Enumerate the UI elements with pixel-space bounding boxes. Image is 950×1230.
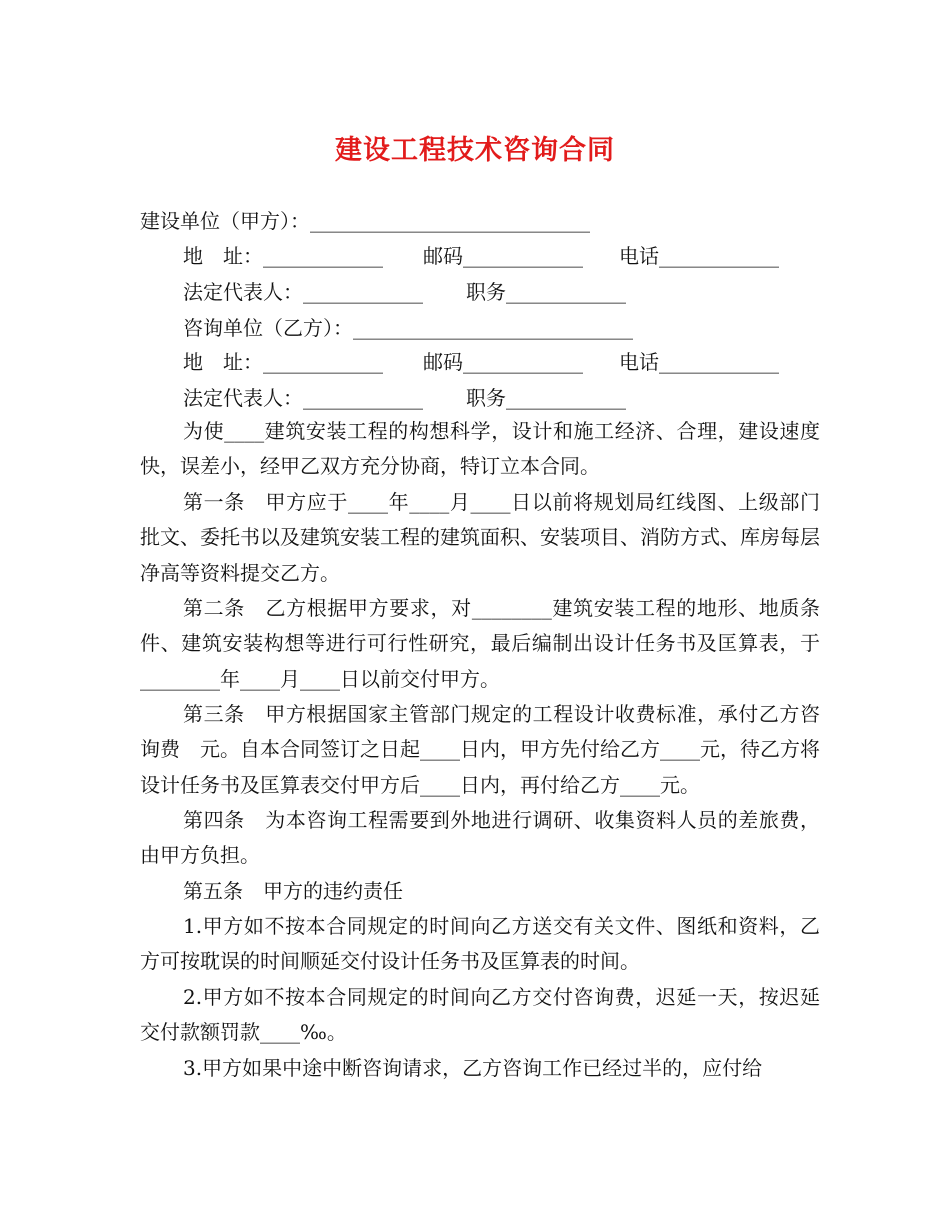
paragraph-clause-1: 1.甲方如不按本合同规定的时间向乙方送交有关文件、图纸和资料，乙方可按耽误的时间顺延交付设计任务书及匡算表的时间。	[140, 914, 820, 974]
party-b-address: 地 址：____________	[183, 350, 383, 374]
paragraph-article-3: 第三条 甲方根据国家主管部门规定的工程设计收费标准，承付乙方咨询费 元。自本合同签订之日起____日内，甲方先付给乙方____元，待乙方将设计任务书及匡算表交付甲方后____日内，再付给乙方____元。	[140, 702, 820, 797]
party-a-rep-row	[183, 278, 863, 306]
party-a-unit-line: 建设单位（甲方）：____________________________	[140, 209, 590, 233]
party-b-position: 职务____________	[466, 386, 626, 410]
party-b-rep-row	[183, 384, 863, 412]
party-a-postcode: 邮码____________	[423, 244, 583, 268]
party-b-phone: 电话____________	[619, 350, 779, 374]
paragraph-article-5-heading: 第五条 甲方的违约责任	[183, 879, 403, 903]
party-b-unit-line: 咨询单位（乙方）：____________________________	[183, 316, 633, 340]
party-b-rep: 法定代表人：____________	[183, 386, 423, 410]
party-b-postcode: 邮码____________	[423, 350, 583, 374]
party-a-contact-row	[183, 242, 863, 270]
party-a-rep: 法定代表人：____________	[183, 280, 423, 304]
party-a-address: 地 址：____________	[183, 244, 383, 268]
document-title: 建设工程技术咨询合同	[335, 135, 615, 166]
paragraph-clause-3: 3.甲方如果中途中断咨询请求，乙方咨询工作已经过半的，应付给	[183, 1056, 763, 1080]
paragraph-clause-2: 2.甲方如不按本合同规定的时间向乙方交付咨询费，迟延一天，按迟延交付款额罚款____‰。	[140, 985, 820, 1045]
party-a-position: 职务____________	[466, 280, 626, 304]
paragraph-article-2: 第二条 乙方根据甲方要求，对________建筑安装工程的地形、地质条件、建筑安装构想等进行可行性研究，最后编制出设计任务书及匡算表，于________年____月____日以前交付甲方。	[140, 596, 820, 691]
party-a-phone: 电话____________	[619, 244, 779, 268]
paragraph-article-4: 第四条 为本咨询工程需要到外地进行调研、收集资料人员的差旅费，由甲方负担。	[140, 808, 820, 868]
paragraph-purpose: 为使____建筑安装工程的构想科学，设计和施工经济、合理，建设速度快，误差小，经甲乙双方充分协商，特订立本合同。	[140, 419, 820, 479]
paragraph-article-1: 第一条 甲方应于____年____月____日以前将规划局红线图、上级部门批文、委托书以及建筑安装工程的建筑面积、安装项目、消防方式、库房每层净高等资料提交乙方。	[140, 490, 820, 585]
party-b-contact-row	[183, 348, 863, 376]
